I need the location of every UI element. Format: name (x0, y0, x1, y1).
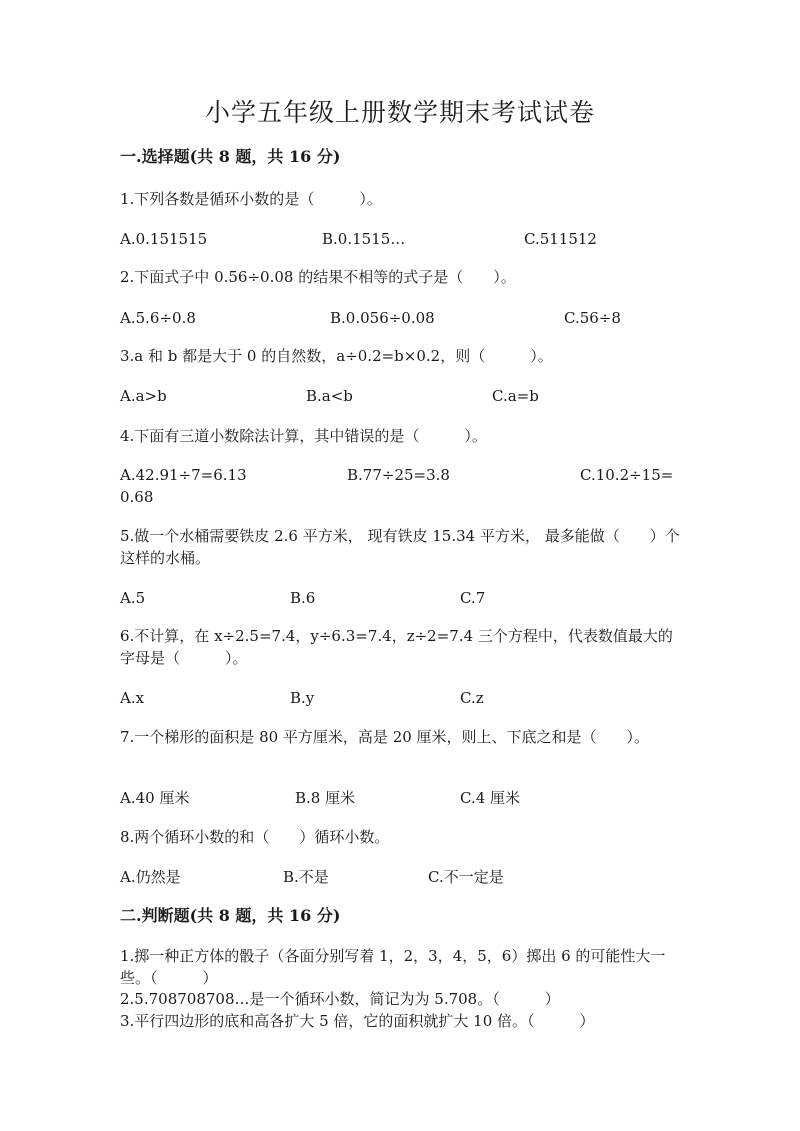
option-c: C.z (460, 689, 484, 707)
option-b: B.8 厘米 (295, 789, 356, 807)
question-text: 4.下面有三道小数除法计算，其中错误的是（ ）。 (120, 427, 487, 445)
option-a: A.40 厘米 (120, 789, 190, 807)
option-b: B.0.056÷0.08 (330, 309, 435, 327)
question-text: 2.下面式子中 0.56÷0.08 的结果不相等的式子是（ ）。 (120, 268, 516, 286)
option-b: B.不是 (283, 868, 329, 886)
question-text: 7.一个梯形的面积是 80 平方厘米，高是 20 厘米，则上、下底之和是（ ）。 (120, 728, 650, 746)
option-a: A.仍然是 (120, 868, 181, 886)
question-text: 1.下列各数是循环小数的是（ ）。 (120, 190, 382, 208)
option-b: B.77÷25=3.8 (347, 466, 450, 484)
option-c: C.4 厘米 (460, 789, 521, 807)
option-c: C.56÷8 (564, 309, 621, 327)
question-text: 5.做一个水桶需要铁皮 2.6 平方米， 现有铁皮 15.34 平方米， 最多能做（ ）个这样的水桶。 (120, 527, 680, 567)
option-a: A.42.91÷7=6.13 (120, 466, 247, 484)
option-c: C.10.2÷15= (580, 466, 674, 484)
section-heading-choice: 一.选择题(共 8 题，共 16 分) (120, 147, 341, 166)
option-a: A.5.6÷0.8 (120, 309, 196, 327)
option-b: B.6 (290, 589, 316, 607)
option-c-continued: 0.68 (120, 488, 154, 506)
question-text: 3.a 和 b 都是大于 0 的自然数，a÷0.2=b×0.2，则（ ）。 (120, 347, 553, 365)
option-c: C.a=b (492, 387, 539, 405)
question-text: 8.两个循环小数的和（ ）循环小数。 (120, 828, 390, 846)
option-a: A.5 (120, 589, 146, 607)
judgment-question: 1.掷一种正方体的骰子（各面分别写着 1，2，3，4，5，6）掷出 6 的可能性大一些。（ ） (120, 947, 666, 987)
judgment-question: 3.平行四边形的底和高各扩大 5 倍，它的面积就扩大 10 倍。（ ） (120, 1012, 595, 1030)
page-title: 小学五年级上册数学期末考试试卷 (204, 98, 595, 127)
question-text: 6.不计算，在 x÷2.5=7.4，y÷6.3=7.4，z÷2=7.4 三个方程中，代表数值最大的字母是（ ）。 (120, 627, 673, 667)
option-b: B.0.1515… (322, 230, 406, 248)
option-b: B.a<b (306, 387, 353, 405)
option-c: C.511512 (524, 230, 597, 248)
option-a: A.a>b (120, 387, 167, 405)
option-b: B.y (290, 689, 315, 707)
option-c: C.不一定是 (428, 868, 504, 886)
section-heading-judgment: 二.判断题(共 8 题，共 16 分) (120, 906, 341, 925)
option-c: C.7 (460, 589, 486, 607)
option-a: A.0.151515 (120, 230, 208, 248)
judgment-question: 2.5.708708708…是一个循环小数，简记为为 5.708。（ ） (120, 990, 560, 1008)
option-a: A.x (120, 689, 145, 707)
